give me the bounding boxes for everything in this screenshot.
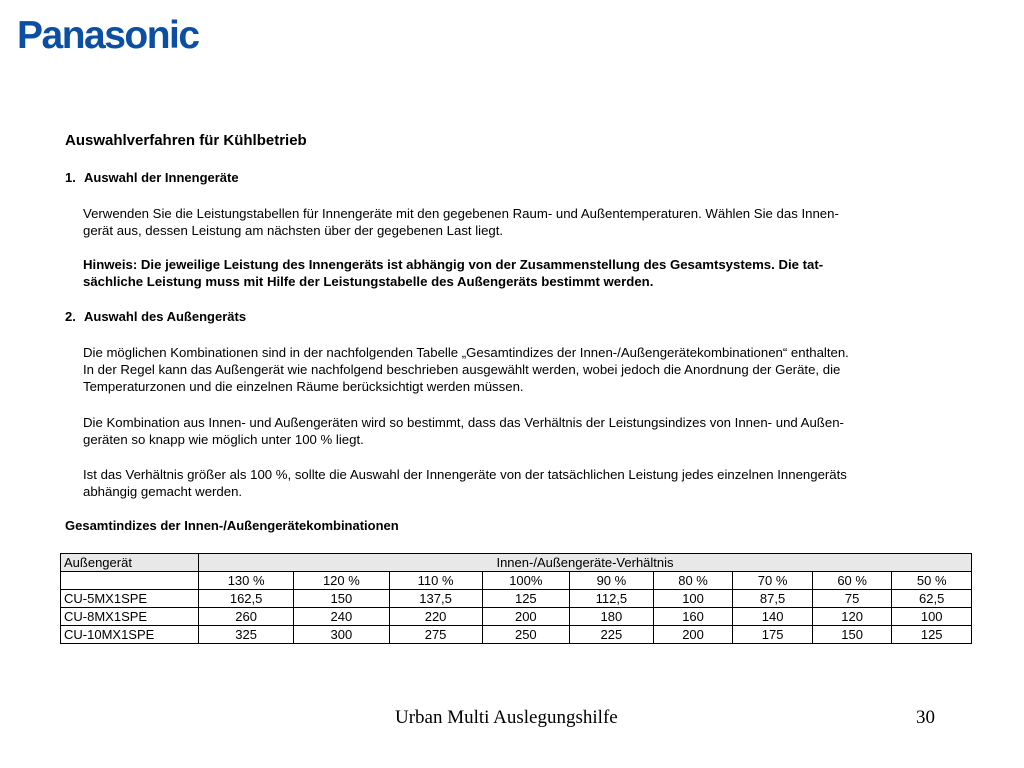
- table-row: [61, 626, 972, 644]
- ratio-header: 90 %: [570, 572, 654, 590]
- value-cell: 125: [892, 626, 972, 644]
- section-2-heading: [65, 309, 246, 324]
- value-cell: 100: [653, 590, 733, 608]
- outdoor-unit-header: Außengerät: [61, 554, 199, 572]
- text-line: abhängig gemacht werden.: [83, 484, 243, 500]
- model-cell: CU-5MX1SPE: [61, 590, 199, 608]
- value-cell: 62,5: [892, 590, 972, 608]
- value-cell: 160: [653, 608, 733, 626]
- ratio-header: 100%: [482, 572, 569, 590]
- value-cell: 150: [294, 590, 389, 608]
- section-2-paragraph-1: [83, 344, 983, 396]
- value-cell: 112,5: [570, 590, 654, 608]
- value-cell: 220: [389, 608, 482, 626]
- value-cell: 87,5: [733, 590, 813, 608]
- model-cell: CU-8MX1SPE: [61, 608, 199, 626]
- text-line: Verwenden Sie die Leistungstabellen für Innengeräte mit den gegebenen Raum- und Außentemperaturen. Wählen Sie das Innen-: [83, 206, 839, 221]
- ratio-header: 80 %: [653, 572, 733, 590]
- section-2-title: Auswahl des Außengeräts: [84, 309, 247, 324]
- text-line: Die möglichen Kombinationen sind in der nachfolgenden Tabelle „Gesamtindizes der Innen-/Außengerätekombinationen“ enthalten.: [83, 345, 849, 360]
- section-2-paragraph-3: [83, 466, 983, 500]
- section-1-paragraph: [83, 205, 983, 239]
- panasonic-logo: Panasonic: [17, 14, 199, 57]
- value-cell: 150: [812, 626, 892, 644]
- value-cell: 120: [812, 608, 892, 626]
- ratio-group-header: Innen-/Außengeräte-Verhältnis: [199, 554, 972, 572]
- value-cell: 180: [570, 608, 654, 626]
- value-cell: 260: [199, 608, 294, 626]
- value-cell: 125: [482, 590, 569, 608]
- text-line: Hinweis: Die jeweilige Leistung des Innengeräts ist abhängig von der Zusammenstellung des Gesamtsystems. Die tat-: [83, 257, 824, 272]
- section-2-number: 2.: [65, 309, 76, 324]
- ratio-header-row: [61, 572, 972, 590]
- table-row: [61, 608, 972, 626]
- ratio-header: 110 %: [389, 572, 482, 590]
- table-row: [61, 590, 972, 608]
- model-cell: CU-10MX1SPE: [61, 626, 199, 644]
- text-line: Temperaturzonen und die einzelnen Räume berücksichtigt werden müssen.: [83, 379, 524, 395]
- value-cell: 325: [199, 626, 294, 644]
- ratio-header: 130 %: [199, 572, 294, 590]
- value-cell: 225: [570, 626, 654, 644]
- value-cell: 140: [733, 608, 813, 626]
- text-line: sächliche Leistung muss mit Hilfe der Leistungstabelle des Außengeräts bestimmt werden.: [83, 274, 654, 290]
- text-line: Ist das Verhältnis größer als 100 %, sollte die Auswahl der Innengeräte von der tatsächlichen Leistung jedes einzelnen Innengeräts: [83, 467, 847, 482]
- section-1-title: Auswahl der Innengeräte: [84, 170, 239, 185]
- value-cell: 250: [482, 626, 569, 644]
- value-cell: 200: [653, 626, 733, 644]
- value-cell: 100: [892, 608, 972, 626]
- ratio-header: 70 %: [733, 572, 813, 590]
- empty-cell: [61, 572, 199, 590]
- value-cell: 275: [389, 626, 482, 644]
- combination-index-table: [60, 553, 972, 644]
- value-cell: 175: [733, 626, 813, 644]
- table-header-row: [61, 554, 972, 572]
- footer-title: Urban Multi Auslegungshilfe: [395, 707, 618, 728]
- value-cell: 300: [294, 626, 389, 644]
- text-line: In der Regel kann das Außengerät wie nachfolgend beschrieben ausgewählt werden, wobei jedoch die Anordnung der Geräte, die: [83, 362, 841, 378]
- value-cell: 240: [294, 608, 389, 626]
- page-number: 30: [916, 707, 935, 728]
- section-1-note: [83, 256, 983, 290]
- page-heading: Auswahlverfahren für Kühlbetrieb: [65, 132, 307, 149]
- section-2-paragraph-2: [83, 414, 983, 448]
- table-title: Gesamtindizes der Innen-/Außengerätekombinationen: [65, 518, 399, 533]
- section-1-heading: [65, 170, 239, 185]
- section-1-number: 1.: [65, 170, 76, 185]
- value-cell: 162,5: [199, 590, 294, 608]
- ratio-header: 60 %: [812, 572, 892, 590]
- ratio-header: 120 %: [294, 572, 389, 590]
- ratio-header: 50 %: [892, 572, 972, 590]
- text-line: geräten so knapp wie möglich unter 100 % liegt.: [83, 432, 364, 448]
- text-line: Die Kombination aus Innen- und Außengeräten wird so bestimmt, dass das Verhältnis der Leistungsindizes von Innen- und Außen-: [83, 415, 844, 430]
- text-line: gerät aus, dessen Leistung am nächsten über der gegebenen Last liegt.: [83, 223, 504, 239]
- value-cell: 200: [482, 608, 569, 626]
- value-cell: 75: [812, 590, 892, 608]
- value-cell: 137,5: [389, 590, 482, 608]
